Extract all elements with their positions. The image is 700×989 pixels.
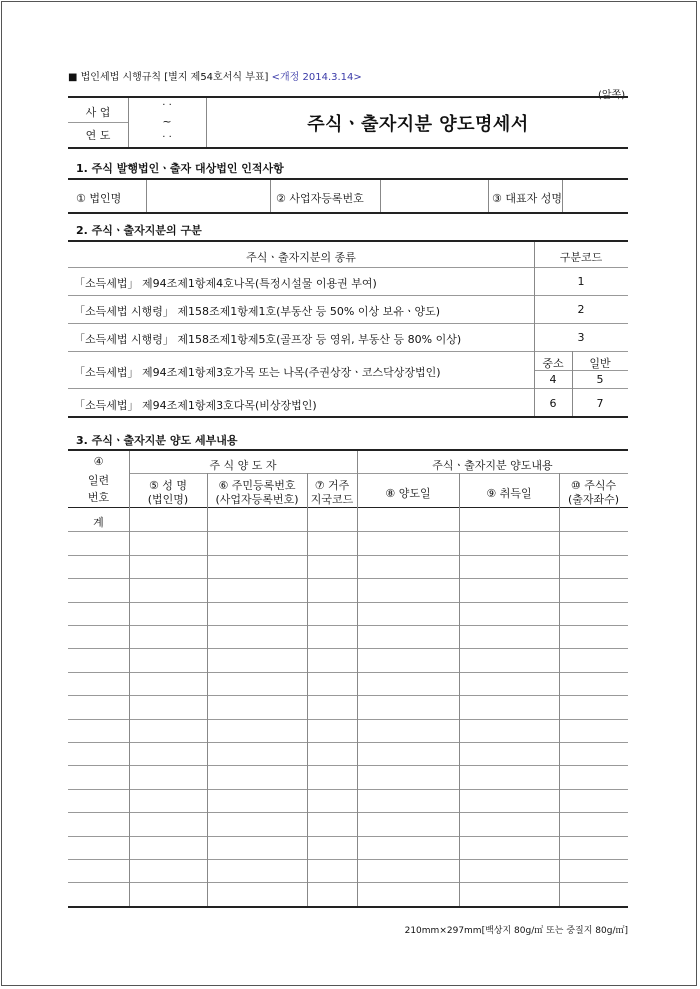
share-type-header: 주식ㆍ출자지분의 종류 xyxy=(246,251,356,264)
name-col-label-2: (법인명) xyxy=(147,493,189,506)
resident-no-col-label-2: (사업자등록번호) xyxy=(215,493,299,506)
year-tilde: ~ xyxy=(162,115,172,128)
paper-spec-footer: 210mm×297mm[백상지 80g/㎡ 또는 중질지 80g/㎡] xyxy=(404,926,628,936)
biz-reg-no-label: ② 사업자등록번호 xyxy=(276,192,364,205)
residence-col-label-1: ⑦ 거주 xyxy=(314,479,350,492)
table-row-line xyxy=(68,625,628,626)
table-row-line xyxy=(68,648,628,649)
total-label: 계 xyxy=(93,516,104,529)
transfer-date-col-label: ⑧ 양도일 xyxy=(385,487,431,500)
ceo-name-label: ③ 대표자 성명 xyxy=(492,192,562,205)
form-reference xyxy=(68,68,362,83)
serial-number-mark: ④ xyxy=(93,455,104,468)
share-count-col-label-1: ⑩ 주식수 xyxy=(570,479,617,492)
code-row-1: 1 xyxy=(577,275,585,288)
table-col-line xyxy=(307,473,308,906)
revision-date: <개정 2014.3.14> xyxy=(271,72,362,83)
small-header: 중소 xyxy=(542,357,564,370)
front-side-label xyxy=(598,86,625,101)
year-end-dots: · · xyxy=(162,132,172,143)
table-row-line xyxy=(68,882,628,883)
section2-heading: 2. 주식ㆍ출자지분의 구분 xyxy=(76,224,202,237)
serial-label-1: 일련 xyxy=(87,474,110,487)
transfer-contents-group-header: 주식ㆍ출자지분 양도내용 xyxy=(432,459,553,472)
table-row-line xyxy=(68,765,628,766)
residence-col-label-2: 지국코드 xyxy=(310,493,354,506)
table-row-line xyxy=(68,672,628,673)
section3-heading: 3. 주식ㆍ출자지분 양도 세부내용 xyxy=(76,434,238,447)
resident-no-col-label-1: ⑥ 주민등록번호 xyxy=(218,479,296,492)
form-ref-text: ■ 법인세법 시행규칙 [별지 제54호서식 부표] xyxy=(68,72,269,83)
table-row-line xyxy=(68,531,628,532)
section1-heading: 1. 주식 발행법인ㆍ출자 대상법인 인적사항 xyxy=(76,162,284,175)
table-row-line xyxy=(68,719,628,720)
corp-name-label: ① 법인명 xyxy=(76,192,122,205)
table-row-line xyxy=(68,836,628,837)
table-row-line xyxy=(68,812,628,813)
code-row-4-general: 5 xyxy=(596,373,604,386)
table-row-line xyxy=(68,695,628,696)
share-type-row-3: 「소득세법 시행령」 제158조제1항제5호(골프장 등 영위, 부동산 등 80% 이상) xyxy=(74,333,462,346)
share-type-row-2: 「소득세법 시행령」 제158조제1항제1호(부동산 등 50% 이상 보유ㆍ양도) xyxy=(74,305,441,318)
table-col-line xyxy=(207,473,208,906)
table-row-line xyxy=(68,789,628,790)
share-type-row-4: 「소득세법」 제94조제1항제3호가목 또는 나목(주권상장ㆍ코스닥상장법인) xyxy=(74,366,441,379)
table-col-line xyxy=(129,451,130,906)
general-header: 일반 xyxy=(589,357,611,370)
code-header: 구분코드 xyxy=(559,251,603,264)
table-row-line xyxy=(68,602,628,603)
share-type-row-1: 「소득세법」 제94조제1항제4호나목(특정시설물 이용권 부여) xyxy=(74,277,377,290)
table-row-line xyxy=(68,742,628,743)
acquisition-date-col-label: ⑨ 취득일 xyxy=(486,487,532,500)
table-col-line xyxy=(357,451,358,906)
code-row-4-small: 4 xyxy=(549,373,557,386)
share-type-row-5: 「소득세법」 제94조제1항제3호다목(비상장법인) xyxy=(74,399,317,412)
business-year-label-2: 연 도 xyxy=(85,129,111,142)
code-row-5-small: 6 xyxy=(549,397,557,410)
transferor-group-header: 주 식 양 도 자 xyxy=(209,459,277,472)
business-year-label-1: 사 업 xyxy=(85,106,111,119)
table-row-line xyxy=(68,578,628,579)
page-title: 주식ㆍ출자지분 양도명세서 xyxy=(307,114,529,135)
name-col-label-1: ⑤ 성 명 xyxy=(148,479,188,492)
code-row-2: 2 xyxy=(577,303,585,316)
serial-label-2: 번호 xyxy=(87,491,110,504)
share-count-col-label-2: (출자좌수) xyxy=(567,493,620,506)
code-row-3: 3 xyxy=(577,331,585,344)
table-row-line xyxy=(68,859,628,860)
table-col-line xyxy=(459,473,460,906)
table-col-line xyxy=(559,473,560,906)
code-row-5-general: 7 xyxy=(596,397,604,410)
year-start-dots: · · xyxy=(162,100,172,111)
table-row-line xyxy=(68,555,628,556)
